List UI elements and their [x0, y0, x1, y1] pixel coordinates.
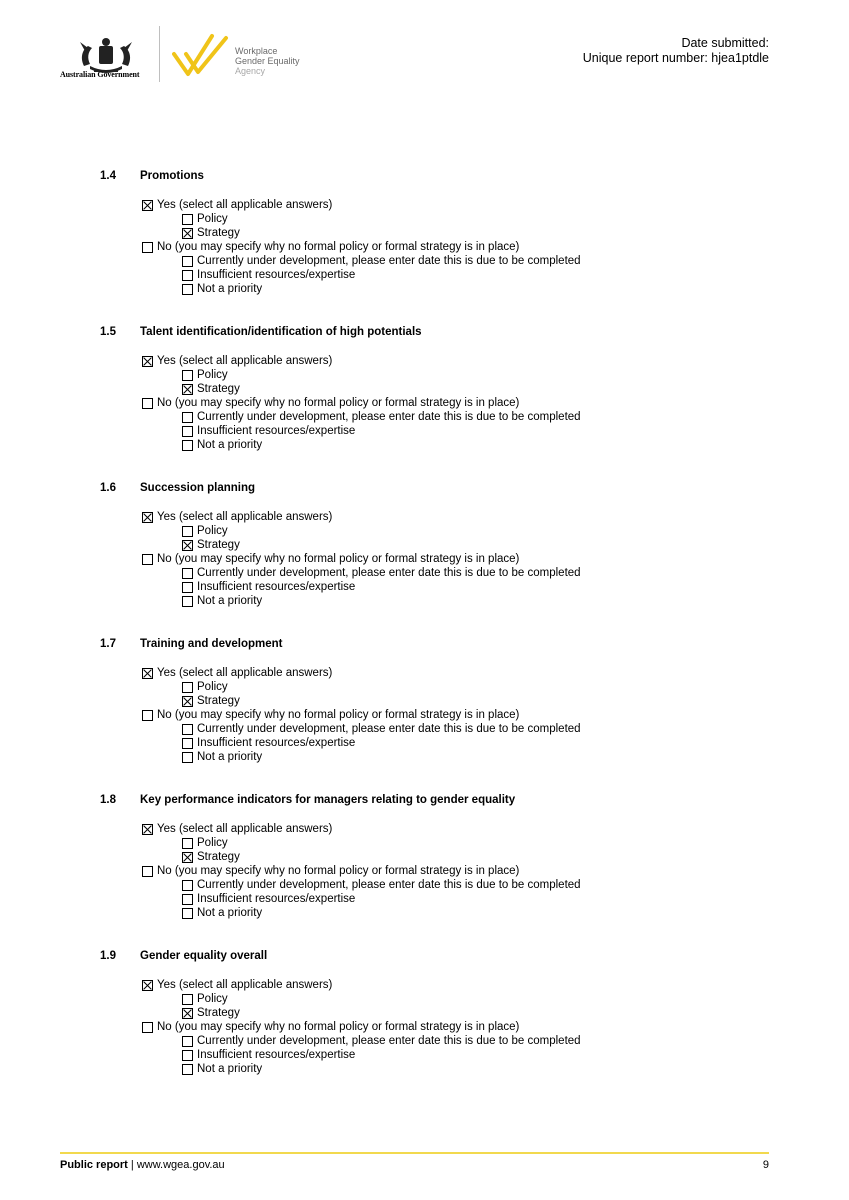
option-yes — [142, 510, 332, 524]
checkbox-not-priority[interactable] — [182, 752, 193, 763]
checkbox-no[interactable] — [142, 398, 153, 409]
logo-divider — [159, 26, 160, 82]
option-label: Yes (select all applicable answers) — [157, 511, 333, 523]
checkbox-yes[interactable] — [142, 824, 153, 835]
checkbox-no[interactable] — [142, 1022, 153, 1033]
checkbox-strategy[interactable] — [182, 384, 193, 395]
option-not-priority — [182, 594, 262, 608]
checkbox-under-dev[interactable] — [182, 568, 193, 579]
option-label: Policy — [197, 681, 228, 693]
checkbox-yes[interactable] — [142, 668, 153, 679]
option-under-dev — [182, 1034, 581, 1048]
option-strategy — [182, 382, 240, 396]
footer-report-label: Public report — [60, 1159, 128, 1171]
option-insufficient — [182, 424, 355, 438]
option-label: Insufficient resources/expertise — [197, 737, 356, 749]
checkbox-insufficient[interactable] — [182, 582, 193, 593]
option-strategy — [182, 694, 240, 708]
option-no — [142, 396, 519, 410]
questionnaire-sections — [100, 170, 800, 1106]
option-label: Yes (select all applicable answers) — [157, 199, 333, 211]
checkbox-strategy[interactable] — [182, 228, 193, 239]
section-1-8 — [100, 794, 800, 950]
option-not-priority — [182, 282, 262, 296]
option-label: Currently under development, please enter date this is due to be completed — [197, 1035, 581, 1047]
checkbox-under-dev[interactable] — [182, 880, 193, 891]
government-logo-text: Australian Government — [60, 70, 140, 79]
checkbox-no[interactable] — [142, 242, 153, 253]
option-strategy — [182, 850, 240, 864]
option-under-dev — [182, 410, 581, 424]
checkbox-policy[interactable] — [182, 526, 193, 537]
option-no — [142, 708, 519, 722]
checkbox-policy[interactable] — [182, 838, 193, 849]
option-policy — [182, 680, 228, 694]
checkbox-not-priority[interactable] — [182, 596, 193, 607]
option-label: Yes (select all applicable answers) — [157, 979, 333, 991]
option-under-dev — [182, 566, 581, 580]
section-number: 1.5 — [100, 326, 116, 338]
option-yes — [142, 978, 332, 992]
option-label: No (you may specify why no formal policy or formal strategy is in place) — [157, 553, 520, 565]
option-label: No (you may specify why no formal policy or formal strategy is in place) — [157, 865, 520, 877]
option-label: Strategy — [197, 1007, 240, 1019]
checkbox-under-dev[interactable] — [182, 724, 193, 735]
checkbox-strategy[interactable] — [182, 1008, 193, 1019]
checkbox-strategy[interactable] — [182, 696, 193, 707]
checkbox-not-priority[interactable] — [182, 440, 193, 451]
unique-report-number: Unique report number: hjea1ptdle — [582, 51, 769, 65]
section-title: Training and development — [140, 638, 283, 650]
checkbox-not-priority[interactable] — [182, 908, 193, 919]
option-no — [142, 1020, 519, 1034]
option-label: Policy — [197, 837, 228, 849]
checkbox-no[interactable] — [142, 710, 153, 721]
checkbox-insufficient[interactable] — [182, 426, 193, 437]
section-title: Key performance indicators for managers relating to gender equality — [140, 794, 516, 806]
agency-logo-line: Agency — [235, 66, 266, 76]
section-number: 1.7 — [100, 638, 116, 650]
option-strategy — [182, 226, 240, 240]
option-label: Insufficient resources/expertise — [197, 581, 356, 593]
option-label: Yes (select all applicable answers) — [157, 667, 333, 679]
agency-logo-line: Workplace — [235, 46, 278, 56]
section-title: Succession planning — [140, 482, 256, 494]
option-yes — [142, 822, 332, 836]
section-number: 1.6 — [100, 482, 116, 494]
checkbox-insufficient[interactable] — [182, 738, 193, 749]
option-no — [142, 864, 519, 878]
option-policy — [182, 836, 228, 850]
checkbox-not-priority[interactable] — [182, 284, 193, 295]
section-title: Gender equality overall — [140, 950, 268, 962]
option-yes — [142, 198, 332, 212]
option-insufficient — [182, 892, 355, 906]
checkbox-yes[interactable] — [142, 200, 153, 211]
checkbox-no[interactable] — [142, 866, 153, 877]
option-strategy — [182, 538, 240, 552]
option-not-priority — [182, 906, 262, 920]
checkbox-strategy[interactable] — [182, 540, 193, 551]
option-label: Currently under development, please enter date this is due to be completed — [197, 255, 581, 267]
section-1-6 — [100, 482, 800, 638]
option-label: Strategy — [197, 539, 240, 551]
checkbox-insufficient[interactable] — [182, 1050, 193, 1061]
option-label: Insufficient resources/expertise — [197, 893, 356, 905]
option-label: No (you may specify why no formal policy or formal strategy is in place) — [157, 1021, 520, 1033]
checkbox-yes[interactable] — [142, 512, 153, 523]
option-not-priority — [182, 1062, 262, 1076]
option-label: Currently under development, please enter date this is due to be completed — [197, 879, 581, 891]
report-meta — [583, 36, 769, 66]
footer-rule — [60, 1152, 769, 1154]
checkbox-under-dev[interactable] — [182, 256, 193, 267]
option-insufficient — [182, 1048, 355, 1062]
option-label: No (you may specify why no formal policy or formal strategy is in place) — [157, 397, 520, 409]
option-label: Strategy — [197, 383, 240, 395]
option-policy — [182, 368, 228, 382]
wgea-check-logo-icon — [172, 32, 230, 78]
option-under-dev — [182, 722, 581, 736]
agency-logo-text — [235, 46, 300, 76]
checkbox-no[interactable] — [142, 554, 153, 565]
checkbox-policy[interactable] — [182, 682, 193, 693]
option-not-priority — [182, 438, 262, 452]
section-1-9 — [100, 950, 800, 1106]
checkbox-yes[interactable] — [142, 356, 153, 367]
option-policy — [182, 992, 228, 1006]
section-1-5 — [100, 326, 800, 482]
option-label: Insufficient resources/expertise — [197, 425, 356, 437]
checkbox-not-priority[interactable] — [182, 1064, 193, 1075]
option-strategy — [182, 1006, 240, 1020]
option-label: Insufficient resources/expertise — [197, 1049, 356, 1061]
footer-separator: | — [127, 1159, 137, 1171]
checkbox-under-dev[interactable] — [182, 1036, 193, 1047]
option-not-priority — [182, 750, 262, 764]
section-number: 1.4 — [100, 170, 116, 182]
option-no — [142, 240, 519, 254]
option-label: Not a priority — [197, 283, 263, 295]
option-label: Policy — [197, 993, 228, 1005]
option-label: Not a priority — [197, 907, 263, 919]
agency-logo-line: Gender Equality — [235, 56, 300, 66]
option-label: Yes (select all applicable answers) — [157, 355, 333, 367]
option-label: Strategy — [197, 227, 240, 239]
option-label: Insufficient resources/expertise — [197, 269, 356, 281]
option-label: Currently under development, please enter date this is due to be completed — [197, 723, 581, 735]
section-number: 1.8 — [100, 794, 116, 806]
date-submitted: Date submitted: — [681, 36, 769, 50]
option-label: Currently under development, please enter date this is due to be completed — [197, 411, 581, 423]
checkbox-policy[interactable] — [182, 370, 193, 381]
section-1-4 — [100, 170, 800, 326]
checkbox-insufficient[interactable] — [182, 270, 193, 281]
option-label: Not a priority — [197, 751, 263, 763]
option-insufficient — [182, 268, 355, 282]
option-label: Policy — [197, 369, 228, 381]
option-label: Strategy — [197, 695, 240, 707]
footer-url[interactable]: www.wgea.gov.au — [136, 1159, 225, 1171]
option-policy — [182, 524, 228, 538]
checkbox-policy[interactable] — [182, 214, 193, 225]
option-policy — [182, 212, 228, 226]
option-label: Currently under development, please enter date this is due to be completed — [197, 567, 581, 579]
option-label: Policy — [197, 213, 228, 225]
option-insufficient — [182, 580, 355, 594]
option-label: Strategy — [197, 851, 240, 863]
section-title: Talent identification/identification of high potentials — [140, 326, 422, 338]
option-no — [142, 552, 519, 566]
page-number: 9 — [762, 1159, 769, 1171]
option-label: Not a priority — [197, 439, 263, 451]
section-number: 1.9 — [100, 950, 116, 962]
option-yes — [142, 666, 332, 680]
checkbox-yes[interactable] — [142, 980, 153, 991]
checkbox-policy[interactable] — [182, 994, 193, 1005]
checkbox-strategy[interactable] — [182, 852, 193, 863]
option-label: No (you may specify why no formal policy or formal strategy is in place) — [157, 241, 520, 253]
option-label: Not a priority — [197, 595, 263, 607]
option-under-dev — [182, 878, 581, 892]
checkbox-under-dev[interactable] — [182, 412, 193, 423]
header-logos — [60, 26, 300, 86]
section-1-7 — [100, 638, 800, 794]
option-label: Not a priority — [197, 1063, 263, 1075]
option-label: Yes (select all applicable answers) — [157, 823, 333, 835]
option-yes — [142, 354, 332, 368]
option-under-dev — [182, 254, 581, 268]
footer-label — [60, 1159, 225, 1171]
option-insufficient — [182, 736, 355, 750]
option-label: No (you may specify why no formal policy or formal strategy is in place) — [157, 709, 520, 721]
option-label: Policy — [197, 525, 228, 537]
checkbox-insufficient[interactable] — [182, 894, 193, 905]
section-title: Promotions — [140, 170, 204, 182]
